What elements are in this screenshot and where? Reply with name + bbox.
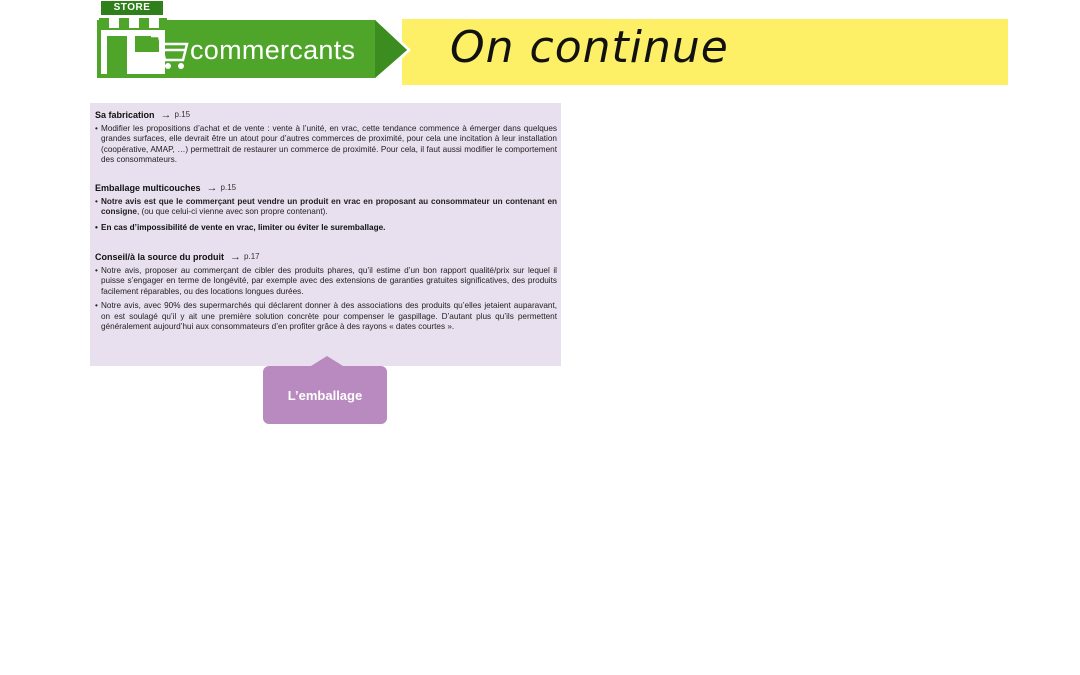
list-item: • Modifier les propositions d’achat et de vente : vente à l’unité, en vrac, cette tendance commence à émerger dans quelques grandes surfaces, elle devrait être un atout pour d’autres commerces de proximité, pour cela une incitation à leur installation (coopérative, AMAP, …) permettrait de restaurer un commerce de proximité. Pour cela, il faut aussi modifier le comportement des consommateurs.	[95, 124, 557, 165]
list-item: • Notre avis, proposer au commerçant de cibler des produits phares, qu’il estime d’un bon rapport qualité/prix sur lequel il puisse s’engager en terme de longévité, par exemple avec des extensions de garanties gratuites significatives, des produits facilement réparables, ou des locations longues durées.	[95, 266, 557, 296]
callout-label: L’emballage	[287, 387, 363, 403]
section-emballage-multicouches	[95, 182, 557, 233]
list-item: • En cas d’impossibilité de vente en vrac, limiter ou éviter le suremballage.	[95, 222, 386, 232]
page-reference: → p.17	[230, 251, 260, 263]
page-title: On continue	[450, 22, 729, 73]
arrow-right-icon: →	[206, 182, 218, 194]
content-panel	[90, 103, 561, 366]
section-conseil-source	[95, 251, 557, 332]
arrow-right-icon: →	[230, 251, 242, 263]
callout-pointer	[311, 356, 343, 366]
section-title: Conseil/à la source du produit	[95, 252, 225, 262]
emballage-callout[interactable]	[263, 366, 387, 424]
brand-name: commercants	[190, 35, 356, 65]
section-title: Emballage multicouches	[95, 183, 201, 193]
list-item: • Notre avis est que le commerçant peut vendre un produit en vrac en proposant au consommateur un contenant en consigne, (ou que celui-ci vienne avec son propre contenant).	[95, 197, 557, 217]
store-label: STORE	[113, 2, 151, 13]
awning-icon	[99, 18, 167, 28]
section-fabrication	[95, 109, 557, 166]
list-item: • Notre avis, avec 90% des supermarchés qui déclarent donner à des associations des produits qu’elles jetaient auparavant, on est soulagé qu’il y ait une première solution concrète pour compenser le gaspillage. D’autant plus qu’ils permettent généralement aujourd’hui aux consommateurs d’en profiter grâce à des rayons « dates courtes ».	[95, 301, 557, 332]
arrow-right-icon: →	[160, 109, 172, 121]
page-reference: → p.15	[160, 109, 191, 121]
page-reference: → p.15	[206, 182, 237, 194]
section-title: Sa fabrication	[95, 110, 155, 120]
